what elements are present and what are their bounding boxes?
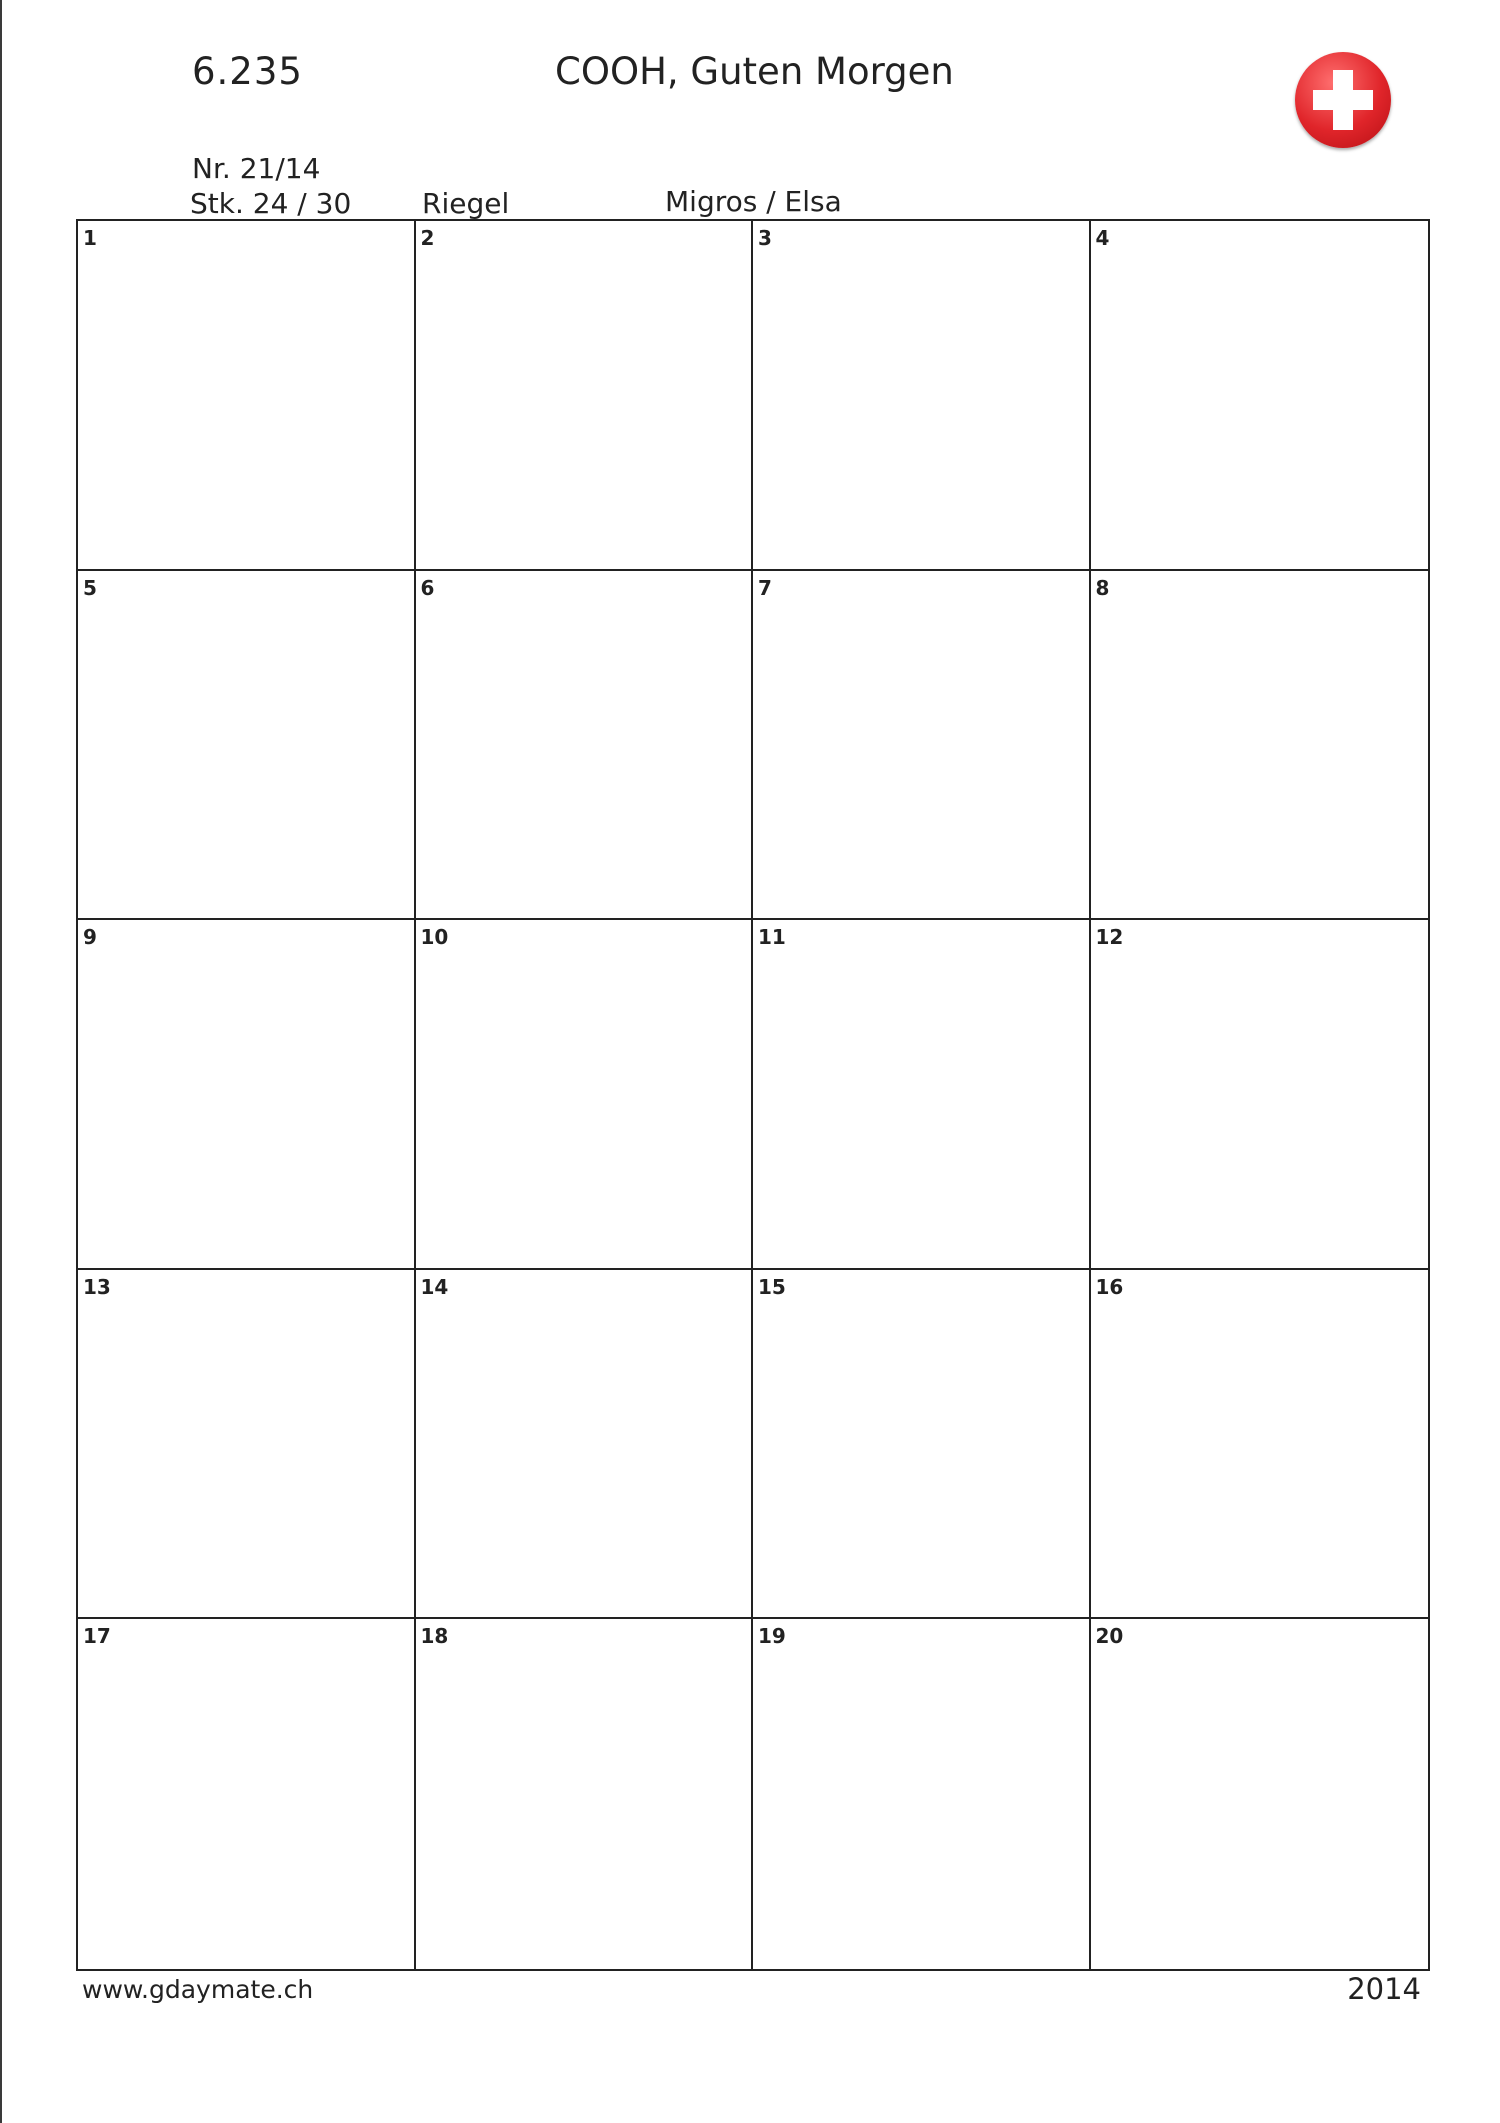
catalog-number: 6.235 (192, 50, 303, 93)
grid-cell[interactable] (1091, 221, 1429, 571)
cell-number: 14 (420, 1274, 449, 1299)
shop-name: Migros / Elsa (665, 185, 842, 218)
cell-number: 1 (83, 226, 97, 250)
cell-number: 19 (758, 1624, 786, 1649)
collection-grid (76, 219, 1430, 1971)
cell-number: 7 (758, 575, 772, 600)
grid-cell[interactable] (753, 221, 1091, 571)
cell-number: 2 (420, 226, 435, 250)
scan-edge (0, 0, 2, 2123)
cell-number: 4 (1095, 226, 1110, 250)
grid-cell[interactable] (753, 571, 1091, 921)
cell-number: 9 (83, 925, 97, 950)
grid-cell[interactable] (78, 920, 416, 1270)
cell-number: 13 (83, 1274, 111, 1299)
cell-number: 5 (83, 575, 97, 600)
cell-number: 10 (420, 925, 449, 950)
cell-number: 18 (420, 1624, 449, 1649)
grid-cell[interactable] (753, 1619, 1091, 1969)
cell-number: 15 (758, 1274, 786, 1299)
grid-cell[interactable] (416, 920, 754, 1270)
piece-count: Stk. 24 / 30 (190, 187, 352, 220)
swiss-flag-icon (1295, 52, 1391, 148)
cell-number: 6 (420, 575, 435, 600)
cell-number: 12 (1095, 925, 1124, 950)
footer-year: 2014 (1347, 1972, 1421, 2006)
cell-number: 16 (1095, 1274, 1124, 1299)
cell-number: 3 (758, 226, 772, 250)
grid-cell[interactable] (416, 1270, 754, 1620)
grid-cell[interactable] (78, 571, 416, 921)
cell-number: 8 (1095, 575, 1110, 600)
issue-number: Nr. 21/14 (192, 152, 321, 185)
cell-number: 17 (83, 1624, 111, 1649)
grid-cell[interactable] (753, 920, 1091, 1270)
grid-cell[interactable] (416, 1619, 754, 1969)
page-title: COOH, Guten Morgen (555, 50, 954, 93)
grid-cell[interactable] (1091, 571, 1429, 921)
grid-cell[interactable] (1091, 1619, 1429, 1969)
grid-cell[interactable] (78, 221, 416, 571)
grid-cell[interactable] (416, 571, 754, 921)
cell-number: 11 (758, 925, 786, 950)
cell-number: 20 (1095, 1624, 1124, 1649)
grid-cell[interactable] (753, 1270, 1091, 1620)
grid-cell[interactable] (1091, 920, 1429, 1270)
grid-cell[interactable] (1091, 1270, 1429, 1620)
grid-cell[interactable] (78, 1619, 416, 1969)
footer-url: www.gdaymate.ch (82, 1975, 314, 2004)
grid-cell[interactable] (416, 221, 754, 571)
item-type: Riegel (422, 187, 510, 220)
grid-cell[interactable] (78, 1270, 416, 1620)
